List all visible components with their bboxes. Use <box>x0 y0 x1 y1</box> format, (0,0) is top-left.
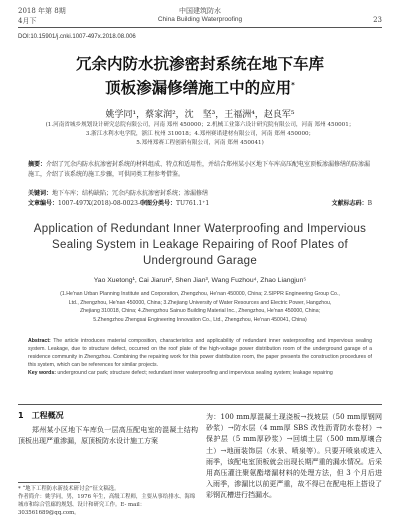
right-column <box>206 412 382 502</box>
section-1-paragraph-right: 为：100 mm厚混凝土现浇板→找坡层（50 mm厚钢网砂浆）→防水层（4 mm厚 SBS 改性沥青防水卷材）→保护层（5 mm厚砂浆）→回填土层（500 mm厚壤合土）→地面装饰层（水景、喷泉等）。只要开喷泉或进入雨季，该配电室顶板就会出现长期严重的漏水情况。后采用高压灌注聚氨酯堵漏材料的处理方法，但 3 个月后进入雨季，渗漏比以前更严重，故不得已在配电柜上搭设了彩钢瓦槽进行挡漏水。 <box>206 413 382 500</box>
doi: DOI:10.15901/j.cnki.1007-497x.2018.08.006 <box>18 34 136 40</box>
abstract-cn <box>28 160 372 179</box>
authors: 姚学同¹，蔡家润²，沈 坚³，王福洲⁴，赵良军⁵ <box>105 110 295 120</box>
doc-code: B <box>367 200 372 207</box>
affiliation-en-line: Ltd., Zhengzhou, He'nan 450000, China; 3.Zhejiang University of Water Resources and Electric Power, Hangzhou, <box>68 299 332 306</box>
title-en-line-1: Application of Redundant Inner Waterproofing and Impervious <box>33 223 367 235</box>
title-footnote-mark: * <box>291 81 295 89</box>
header-rule <box>18 27 382 28</box>
title-line-2: 顶板渗漏修缮施工中的应用 <box>105 79 292 98</box>
article-title <box>18 54 382 99</box>
classification-row <box>28 198 372 207</box>
journal-name-cn: 中国建筑防水 <box>179 7 221 15</box>
issue-year: 2018 年第 8期 <box>18 7 66 15</box>
keywords-en-text: underground car park; structure defect; redundant inner waterproofing and impervious sealing system; leakage repairing <box>57 370 333 376</box>
affiliation-line: 3.浙江水利水电学院，浙江 杭州 310018；4.郑州赛诺建材有限公司，河南 郑州 450000； <box>85 131 315 137</box>
abstract-en-text: The article introduces material composition, characteristics and applicability of redundant inner waterproofing and impervious sealing system. Leakage, due to structure defect, occurred on the roof plate of the high-voltage power distribution room of the underground garage of a residence community in Zhengzhou. Combining the repairing work for this power distribution room, the paper presents the construction procedures of this system, which can be references for similar projects. <box>28 338 372 368</box>
footnote-rule <box>18 482 80 483</box>
issue-month: 4月下 <box>18 17 37 25</box>
journal-name-en: China Building Waterproofing <box>157 16 243 23</box>
affiliations <box>22 121 378 148</box>
affiliation-en-line: (1.He'nan Urban Planning Institute and Corporation, Zhengzhou, He'nan 450000, China; 2.SIPPR Engineering Group Co., <box>60 291 340 297</box>
clc-code: TU761.1⁺1 <box>176 200 210 207</box>
clc-label: 中图分类号： <box>140 200 177 207</box>
doc-code-label: 文献标志码： <box>331 200 368 207</box>
footnote <box>18 485 198 517</box>
footnote-fund: * “地下工程防水新技术研讨会”征文稿选。 <box>18 486 120 492</box>
footnote-author-info: 作者简介：姚学同，男，1976 年生，高级工程师，主要从事给排水、海绵城市和综合管廊的规划、设计和研究工作。E- mail：303561689@qq.com。 <box>18 494 196 516</box>
abstract-en-label: Abstract: <box>28 338 51 344</box>
section-1-paragraph-left: 郑州某小区地下车库负一层高压配电室的混凝土结构顶板出现严重渗漏，原顶板防水设计施工方案 <box>18 426 198 446</box>
keywords-en-label: Key words: <box>28 370 56 376</box>
affiliation-line: (1.河南省城乡规划设计研究总院有限公司，河南 郑州 450000；2.机械工业第六设计研究院有限公司，河南 郑州 450001； <box>45 122 355 128</box>
abstract-cn-label: 摘要： <box>28 161 47 168</box>
abstract-cn-text: 介绍了冗余内防水抗渗密封系统的材料组成、特点和适用性，并结合郑州某小区地下车库高压配电室顶板渗漏修缮的防渗漏施工，介绍了该系统的施工步骤，可供同类工程参考借鉴。 <box>28 161 371 178</box>
title-en-line-2: Sealing System in Leakage Repairing of Roof Plates of <box>52 239 348 251</box>
left-column <box>18 410 198 447</box>
title-en-line-3: Underground Garage <box>142 255 258 267</box>
affiliation-line: 5.郑州郑赛工程创新有限公司，河南 郑州 450041) <box>136 140 264 146</box>
abstract-bottom-rule <box>18 404 382 405</box>
article-no-label: 文章编号： <box>28 200 59 207</box>
affiliation-en-line: 5.Zhengzhou Zhengsai Engineering Innovation Co., Ltd., Zhengzhou, He'nan 450041, China) <box>93 316 307 323</box>
abstract-en <box>28 337 372 377</box>
article-title-en <box>18 221 382 269</box>
keywords-cn <box>28 188 372 197</box>
title-line-1: 冗余内防水抗渗密封系统在地下车库 <box>75 55 324 73</box>
keywords-cn-text: 地下车库；结构缺陷；冗余内防水抗渗密封系统；渗漏修缮 <box>52 190 209 197</box>
affiliations-en <box>24 290 376 324</box>
page-number: 23 <box>373 16 382 24</box>
authors-en: Yao Xuetong¹, Cai Jiarun², Shen Jian³, Wang Fuzhou⁴, Zhao Liangjun⁵ <box>93 277 307 284</box>
keywords-cn-label: 关键词： <box>28 190 53 197</box>
section-1-title: 1 工程概况 <box>18 411 64 420</box>
article-no: 1007-497X(2018)-08-0023-06 <box>58 200 148 207</box>
page-header <box>18 6 382 28</box>
affiliation-en-line: Zhejiang 310018, China; 4.Zhengzhou Sainuo Building Material Inc., Zhengzhou, He'nan 450000, China; <box>79 308 321 314</box>
